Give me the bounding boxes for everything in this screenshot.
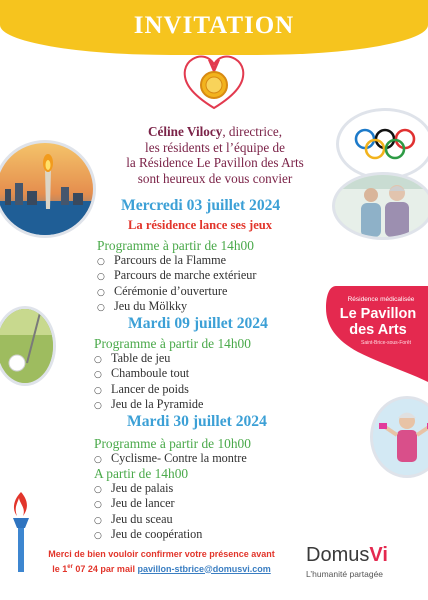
bullet-icon: ○ <box>94 485 102 495</box>
event-1-date: Mercredi 03 juillet 2024 <box>121 197 281 214</box>
list-item: ○ Parcours de la Flamme <box>97 253 256 268</box>
intro-line-2: les résidents et l’équipe de <box>145 139 285 155</box>
director-name: Céline Vilocy <box>147 124 223 139</box>
event-3-program: Programme à partir de 10h00 <box>94 436 251 451</box>
rsvp-line-1: Merci de bien vouloir confirmer votre présence avant <box>48 549 275 559</box>
domusvi-logo <box>306 544 422 592</box>
bullet-icon: ○ <box>94 455 102 465</box>
medal-heart-icon <box>181 52 247 112</box>
page-title: INVITATION <box>133 12 295 39</box>
olympic-torch-city-image <box>0 140 96 238</box>
residence-logo-subtitle: Résidence médicalisée <box>347 296 415 303</box>
intro-line-3: la Résidence Le Pavillon des Arts <box>126 155 304 171</box>
event-1-tagline: La résidence lance ses jeux <box>128 218 273 232</box>
bullet-icon: ○ <box>94 355 102 365</box>
brand-tagline: L’humanité partagée <box>306 569 384 579</box>
list-item: ○ Cérémonie d’ouverture <box>97 284 256 299</box>
event-2-activity-list <box>94 351 203 412</box>
list-item: ○ Jeu de palais <box>94 481 202 496</box>
list-item: ○ Chamboule tout <box>94 366 203 381</box>
event-1-program: Programme à partir de 14h00 <box>97 238 254 253</box>
residence-logo-name-1: Le Pavillon <box>339 306 417 322</box>
residence-logo-name-2: des Arts <box>349 322 407 338</box>
event-2-date: Mardi 09 juillet 2024 <box>128 315 268 332</box>
event-1-activity-list <box>97 253 256 314</box>
list-item: ○ Jeu de lancer <box>94 496 202 511</box>
residents-photo <box>332 172 428 240</box>
rsvp-email-link[interactable]: pavillon-stbrice@domusvi.com <box>137 563 271 574</box>
list-item: ○ Jeu de la Pyramide <box>94 397 203 412</box>
event-3-date: Mardi 30 juillet 2024 <box>127 413 267 430</box>
olympic-rings-image <box>336 108 428 180</box>
intro-line-4: sont heureux de vous convier <box>137 170 293 186</box>
golf-ball-image <box>0 306 56 386</box>
bullet-icon: ○ <box>94 400 102 411</box>
bullet-icon: ○ <box>94 500 102 511</box>
list-item: ○ Lancer de poids <box>94 382 203 397</box>
intro-paragraph <box>100 124 330 186</box>
bullet-icon: ○ <box>97 257 105 267</box>
intro-line-1: , directrice, <box>222 124 283 139</box>
bullet-icon: ○ <box>97 272 105 283</box>
list-item: ○ Parcours de marche extérieur <box>97 268 256 283</box>
residence-logo <box>322 286 428 382</box>
bullet-icon: ○ <box>94 515 102 526</box>
bullet-icon: ○ <box>97 302 105 313</box>
event-3-morning-list <box>94 451 247 466</box>
rsvp-line-2: le 1er 07 24 par mail pavillon-stbrice@domusvi.com <box>52 563 271 574</box>
list-item: ○ Cyclisme- Contre la montre <box>94 451 247 466</box>
residence-logo-place: Saint-Brice-sous-Forêt <box>360 340 411 346</box>
list-item: ○ Jeu du Mölkky <box>97 299 256 314</box>
bullet-icon: ○ <box>97 287 105 298</box>
event-3-afternoon-list <box>94 481 202 542</box>
brand-name-main: Domus <box>306 544 370 566</box>
list-item: ○ Table de jeu <box>94 351 203 366</box>
event-3-afternoon-program: A partir de 14h00 <box>94 466 189 481</box>
event-2-program: Programme à partir de 14h00 <box>94 336 251 351</box>
rsvp-notice <box>24 548 299 575</box>
bullet-icon: ○ <box>94 370 102 381</box>
brand-name-vi: Vi <box>369 544 388 566</box>
list-item: ○ Jeu de coopération <box>94 527 202 542</box>
bullet-icon: ○ <box>94 385 102 396</box>
woman-exercise-image <box>370 396 428 478</box>
list-item: ○ Jeu du sceau <box>94 512 202 527</box>
bullet-icon: ○ <box>94 530 102 541</box>
